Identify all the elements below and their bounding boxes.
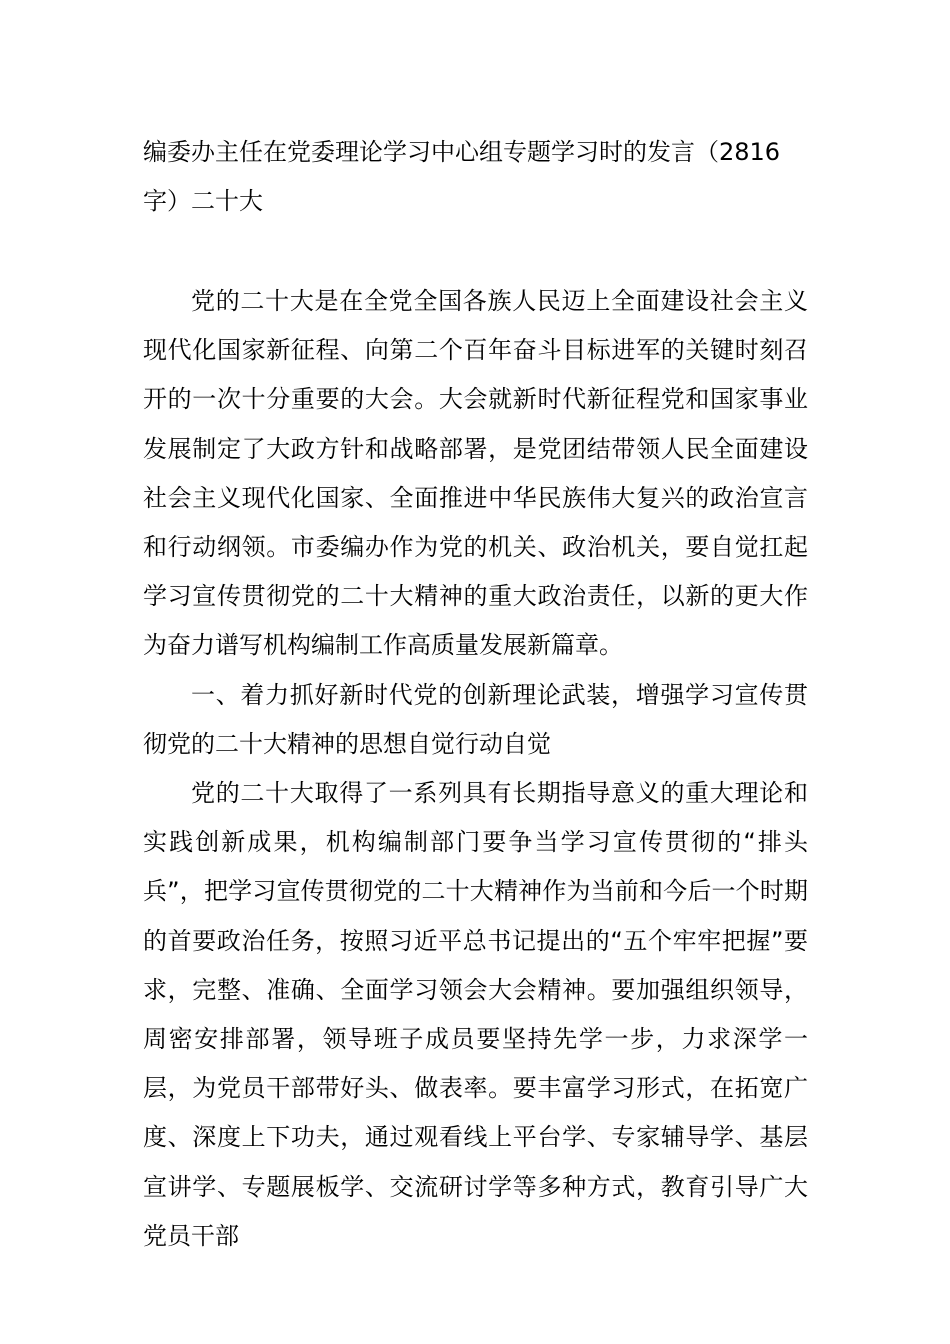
title-spacer xyxy=(143,226,808,277)
paragraph-intro: 党的二十大是在全党全国各族人民迈上全面建设社会主义现代化国家新征程、向第二个百年奋斗目标进军的关键时刻召开的一次十分重要的大会。大会就新时代新征程党和国家事业发展制定了大政方针和战略部署，是党团结带领人民全面建设社会主义现代化国家、全面推进中华民族伟大复兴的政治宣言和行动纲领。市委编办作为党的机关、政治机关，要自觉扛起学习宣传贯彻党的二十大精神的重大政治责任，以新的更大作为奋力谱写机构编制工作高质量发展新篇章。 xyxy=(143,287,808,660)
section-heading-1: 一、着力抓好新时代党的创新理论武装，增强学习宣传贯彻党的二十大精神的思想自觉行动自觉 xyxy=(143,680,808,758)
document-title: 编委办主任在党委理论学习中心组专题学习时的发言（2816字）二十大 xyxy=(143,138,781,215)
paragraph-section-1: 党的二十大取得了一系列具有长期指导意义的重大理论和实践创新成果，机构编制部门要争当学习宣传贯彻的“排头兵”，把学习宣传贯彻党的二十大精神作为当前和今后一个时期的首要政治任务，按照习近平总书记提出的“五个牢牢把握”要求，完整、准确、全面学习领会大会精神。要加强组织领导，周密安排部署，领导班子成员要坚持先学一步，力求深学一层，为党员干部带好头、做表率。要丰富学习形式，在拓宽广度、深度上下功夫，通过观看线上平台学、专家辅导学、基层宣讲学、专题展板学、交流研讨学等多种方式，教育引导广大党员干部 xyxy=(143,779,808,1250)
document-page xyxy=(143,128,808,1261)
